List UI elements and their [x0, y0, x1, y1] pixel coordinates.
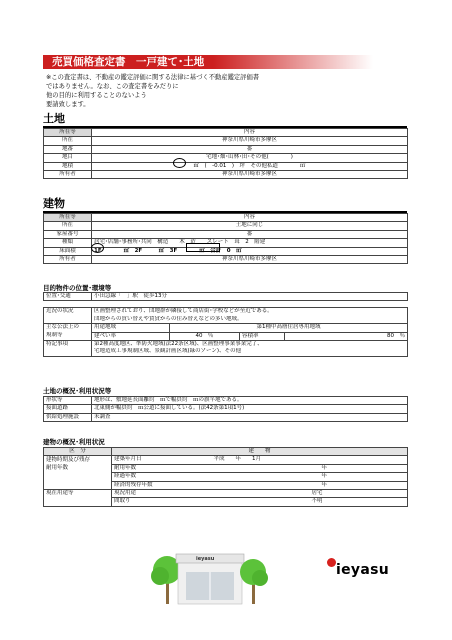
- location-value-situation-1: 区画整理されており、団地群が隣接して商店街･学校などが至近である。: [92, 308, 408, 316]
- building-value-floor-area: 1F ㎡ 2F ㎡ 3F ㎡ 合計 0 ㎡: [92, 247, 408, 255]
- building-label-number: 家屋番号: [44, 230, 92, 238]
- land-label-area: 地積: [44, 162, 92, 170]
- building-col-content: 内容: [92, 214, 408, 222]
- building-label-type: 種類: [44, 239, 92, 247]
- disclaimer-notice: [46, 73, 376, 109]
- land-label-lot: 地番: [44, 145, 92, 153]
- building-value-location: 土地に同じ: [92, 222, 408, 230]
- land-usage-table: [43, 396, 408, 422]
- location-label-regulation-1: 主な公法上の: [44, 324, 92, 332]
- land-usage-value-road: 北東側が幅員約 ｍ公道に接面している。(法42条第1項1号): [92, 405, 408, 413]
- land-value-area: ㎡ ( -0.01 ) 坪 その他私道 ㎡: [92, 162, 408, 170]
- bu-sub-2: 経過年数: [112, 473, 184, 481]
- location-coverage-label: 建ぺい率: [92, 332, 170, 340]
- land-label-owner: 所有者: [44, 171, 92, 179]
- right-tree-trunk: [252, 582, 255, 604]
- building-value-owner: 神奈川県川崎市多摩区: [92, 256, 408, 264]
- location-far-value: 80 ％: [285, 332, 408, 340]
- land-value-lot: 番: [92, 145, 408, 153]
- building-structure-box: [186, 243, 220, 252]
- land-usage-value-utilities: 未調査: [92, 413, 408, 421]
- land-heading: 土地: [43, 112, 65, 125]
- bu-value-3: 年: [184, 481, 408, 489]
- location-label-regulation-2: 規制等: [44, 332, 92, 340]
- land-value-category: 宅地･畑･山林･田･その他( ): [92, 154, 408, 162]
- land-col-content: 内容: [92, 129, 408, 137]
- left-tree-leaf: [151, 567, 169, 585]
- bu-value-0: 平成 年 1月: [184, 456, 408, 464]
- bu-label-5: [44, 498, 112, 506]
- location-label-situation: 近況の状況: [44, 308, 92, 324]
- building-label-owner: 所有者: [44, 256, 92, 264]
- logo-dot-icon: [327, 558, 336, 567]
- land-usage-label-utilities: 供給処理施設: [44, 413, 92, 421]
- company-logo: ieyasu: [336, 562, 389, 578]
- notice-line-1: ※この査定書は、不動産の鑑定評価に関する法律に基づく不動産鑑定評価書: [46, 74, 260, 81]
- building-value-number: 番: [92, 230, 408, 238]
- land-value-owner: 神奈川県川崎市多摩区: [92, 171, 408, 179]
- location-table: [43, 292, 408, 357]
- shop-illustration: [150, 536, 270, 608]
- bu-sub-1: 耐用年数: [112, 464, 184, 472]
- location-value-situation-2: 団地からの買い替えや賃貸からの住み替えなどの多い地域。: [92, 316, 408, 324]
- land-label-location: 所在: [44, 137, 92, 145]
- land-usage-label-shape: 形状等: [44, 397, 92, 405]
- bu-sub-3: 経済的残存年数: [112, 481, 184, 489]
- land-col-item: 所在等: [44, 129, 92, 137]
- location-value-access: 小田急線「 」駅 徒歩13分: [92, 293, 408, 301]
- land-label-category: 地目: [44, 154, 92, 162]
- right-tree-leaf: [252, 570, 268, 586]
- location-notes-1: 第2種高度地区、準防火地域(法22条区域)、区画整理事業事業完了、: [92, 341, 408, 349]
- bu-label-4: 現在用途等: [44, 490, 112, 498]
- building-label-floor-area: 床面積: [44, 247, 92, 255]
- bu-sub-0: 建築年月日: [112, 456, 184, 464]
- building-usage-table: [43, 447, 408, 507]
- notice-line-3: 他の目的に利用することのないよう: [46, 92, 147, 99]
- land-table: [43, 128, 408, 179]
- building-type-circle: [91, 243, 104, 253]
- building-usage-col-content: 建 物: [112, 448, 408, 456]
- bu-value-1: 年: [184, 464, 408, 472]
- bu-value-2: 年: [184, 473, 408, 481]
- building-heading: 建物: [43, 197, 65, 210]
- bu-label-3: [44, 481, 112, 489]
- building-col-item: 所在等: [44, 214, 92, 222]
- location-spacer-1: [44, 301, 408, 308]
- bu-label-1: 耐用年数: [44, 464, 112, 472]
- page-title: 売買価格査定書 一戸建て･土地: [52, 56, 205, 68]
- building-table: [43, 213, 408, 264]
- bu-label-2: [44, 473, 112, 481]
- bu-sub-4: 現況用途: [112, 490, 184, 498]
- building-usage-heading: 建物の概況･利用状況: [43, 438, 105, 446]
- land-usage-heading: 土地の概況･利用状況等: [43, 387, 112, 395]
- location-zoning-label: 用途地域: [92, 324, 170, 332]
- land-usage-label-road: 接面道路: [44, 405, 92, 413]
- notice-line-4: 要請致します。: [46, 101, 90, 108]
- building-label-location: 所在: [44, 222, 92, 230]
- bu-value-4: 居宅: [184, 490, 408, 498]
- land-usage-value-shape: 地形は、敷地延長面離約 ｍで幅員約 ｍの旗竿地である。: [92, 397, 408, 405]
- location-far-label: 容積率: [240, 332, 285, 340]
- land-category-circle: [173, 158, 186, 168]
- building-value-type: 居宅･店舗･事務所･共同 構造 木 造 スレート 葺 2 階建: [92, 239, 408, 247]
- location-heading: 目的物件の位置･環境等: [43, 284, 112, 292]
- bu-sub-5: 間取り: [112, 498, 184, 506]
- title-bar-fade: [213, 55, 373, 69]
- location-notes-2: 宅地造成工事規制区域、景観計画区域(緑のゾーン)、その他: [92, 348, 408, 356]
- location-zoning-value: 第1種中高層住居専用地域: [170, 324, 408, 332]
- location-label-access: 位置･交通: [44, 293, 92, 301]
- bu-value-5: 不明: [184, 498, 408, 506]
- building-usage-col-item: 区 分: [44, 448, 112, 456]
- shop-sign-text: ieyasu: [196, 556, 215, 562]
- bu-label-0: 建物時期及び残存: [44, 456, 112, 464]
- location-label-notes: 特記事項: [44, 341, 92, 357]
- notice-line-2: ではありません。なお、この査定書をみだりに: [46, 83, 179, 90]
- land-value-location: 神奈川県川崎市多摩区: [92, 137, 408, 145]
- location-coverage-value: 40 ％: [170, 332, 240, 340]
